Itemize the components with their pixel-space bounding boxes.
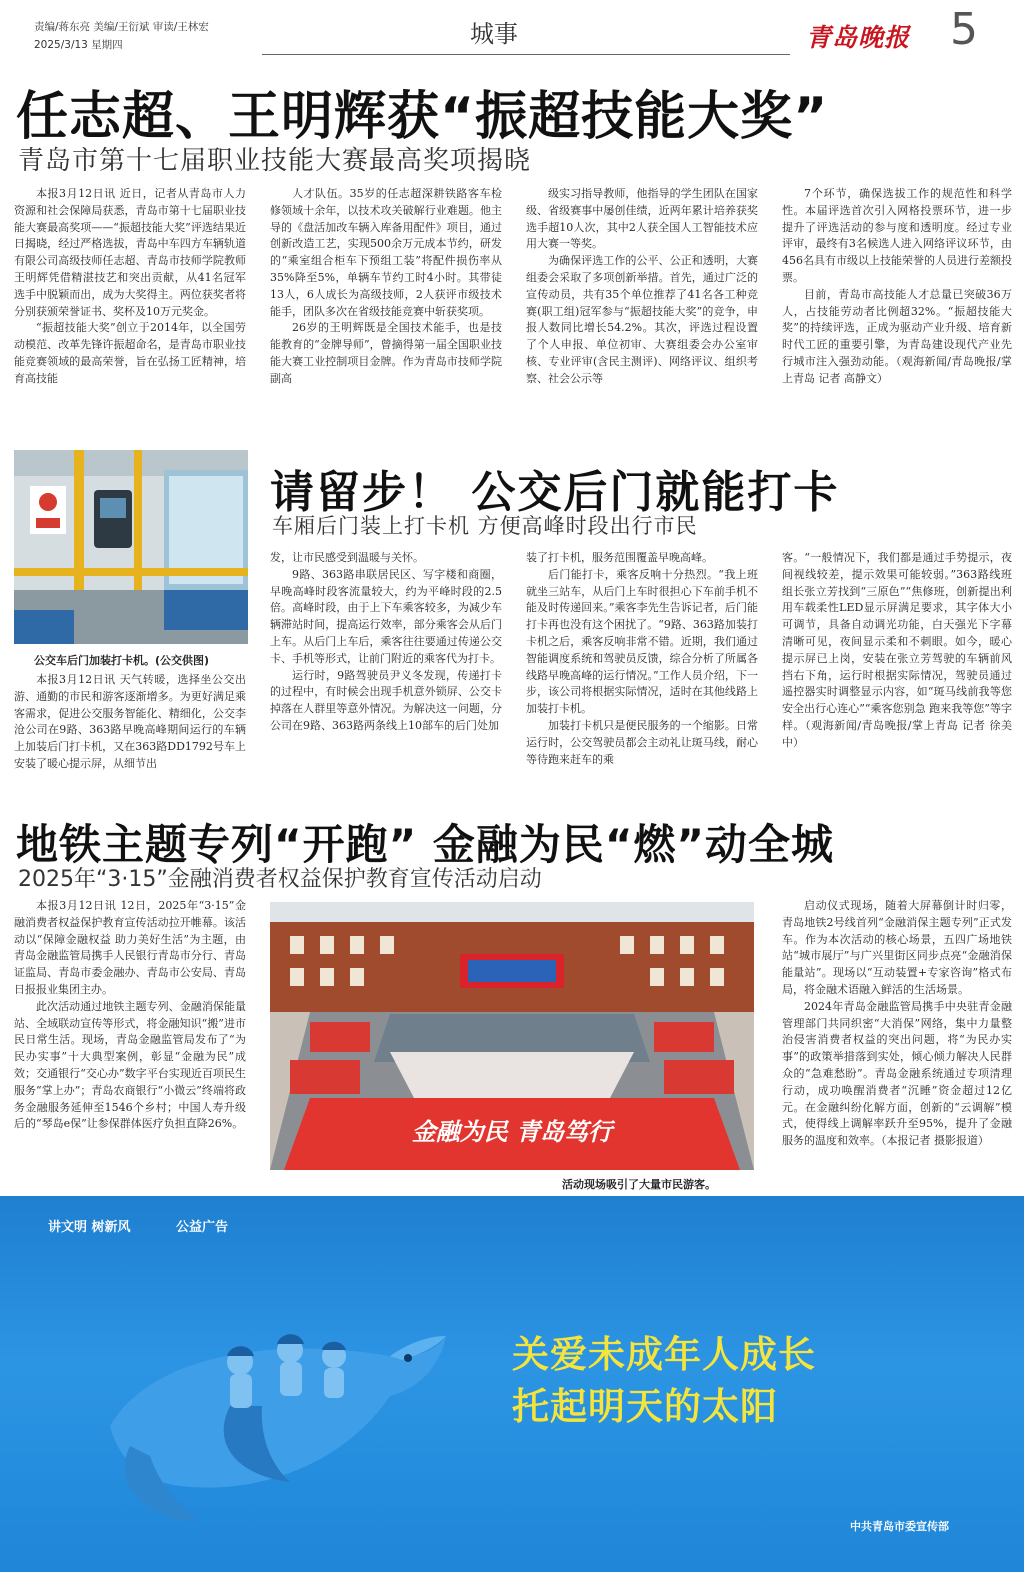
story1-column-1 [14, 186, 246, 434]
paragraph: 装了打卡机，服务范围覆盖早晚高峰。 [526, 551, 713, 564]
paragraph: 客。“一般情况下，我们都是通过手势提示，夜间视线较差，提示效果可能较弱。”363路线班组长张立芳找到“三原色”“焦修班，创新提出利用车载柔性LED显示屏满足要求，其字体大小可调节，具备自动调光功能，白天强光下字幕清晰可见，夜间显示柔和不刺眼。如今，暖心提示屏已上岗，安装在张立芳驾驶的车辆前风挡右下角，运行时根据实际情况，驾驶员通过遥控器实时调整显示内容，如“斑马线前我等您 安全出行心连心”“乘客您别急 跑来我等您”等字样。（观海新闻/青岛晚报/掌上青岛 记者 徐美中） [782, 551, 1012, 749]
paragraph: 26岁的王明辉既是全国技术能手，也是技能教育的“金牌导师”，曾摘得第一届全国职业技能大赛工业控制项目金牌。作为青岛市技师学院副高 [270, 321, 502, 385]
story2-column-4 [782, 550, 1012, 794]
story2-column-2 [270, 550, 502, 794]
story2-subhead: 车厢后门装上打卡机 方便高峰时段出行市民 [272, 514, 698, 538]
paragraph: 2024年青岛金融监管局携手中央驻青金融管理部门共同织密“大消保”网络，集中力量整治侵害消费者权益的突出问题，将“为民办实事”的政策举措落到实处，倾心倾力解决人民群众的“急难愁盼”。青岛金融系统通过专项清理行动，成功唤醒消费者“沉睡”资金超过12亿元。在金融纠纷化解方面，创新的“云调解”模式，使得线上调解率跃升至95%，提升了金融服务的温度和效率。（本报记者 摄影报道） [782, 999, 1012, 1148]
story1-column-4 [782, 186, 1012, 434]
paragraph: 发，让市民感受到温暖与关怀。 [270, 551, 424, 564]
story1-column-2 [270, 186, 502, 434]
paragraph: 运行时，9路驾驶员尹义冬发现，传递打卡的过程中，有时候会出现手机意外锁屏、公交卡掉落在人群里等意外情况。为解决这一问题，分公司在9路、363路两条线上10部车的后门处加 [270, 668, 502, 732]
story3-headline: 地铁主题专列“开跑” 金融为民“燃”动全城 [16, 820, 835, 869]
story1-subhead: 青岛市第十七届职业技能大赛最高奖项揭晓 [18, 146, 532, 176]
story2-column-3 [526, 550, 758, 794]
paragraph: 启动仪式现场，随着大屏幕倒计时归零，青岛地铁2号线首列“金融消保主题专列”正式发车。作为本次活动的核心场景，五四广场地铁站“城市展厅”与广兴里街区同步点亮“金融消保能量站”。现场以“互动装置+专家咨询”格式布局，将金融术语融入鲜活的生活场景。 [782, 899, 1012, 996]
paragraph: 为确保评选工作的公平、公正和透明，大赛组委会采取了多项创新举措。首先，通过广泛的宣传动员，共有35个单位推荐了41名各工种竞赛(职工组)冠军参与“振超技能大奖”的竞争，申报人数同比增长54.2%。其次，评选过程设置了个人申报、单位初审、大赛组委会办公室审核、专业评审(含民主测评)、网络评议、组织考察、社会公示等 [526, 254, 758, 385]
paragraph: 7个环节，确保选拔工作的规范性和科学性。本届评选首次引入网格投票环节，进一步提升了评选活动的参与度和透明度。经过专业评审，最终有3名候选人进入网络评议环节，由456名具有市级以上技能荣誉的人员进行差额投票。 [782, 187, 1012, 284]
paragraph: 人才队伍。35岁的任志超深耕铁路客车检修领域十余年，以技术攻关破解行业难题。他主导的《盘活加改车辆入库备用配件》项目，通过创新改造工艺，实现500余万元成本节约，研发的“乘室组合柜车下预组工装”将配件损伤率从35%降至5%，单辆车节约工时4小时。其带徒13人，6人成长为高级技师，2人获评市级技术能手，团队多次在省级技能竞赛中斩获奖项。 [270, 187, 502, 318]
editor-credits [34, 18, 209, 54]
event-scene-image [270, 902, 754, 1170]
paragraph: 目前，青岛市高技能人才总量已突破36万人，占技能劳动者比例超32%。“振超技能大奖”的持续评选，正成为驱动产业升级、培育新时代工匠的重要引擎，为青岛建设现代产业先行城市注入强劲动能。（观海新闻/青岛晚报/掌上青岛 记者 高静文） [782, 287, 1012, 385]
public-service-ad [0, 1196, 1024, 1572]
ad-slogan-line-2: 托起明天的太阳 [512, 1385, 778, 1428]
paragraph: “振超技能大奖”创立于2014年，以全国劳动模范、改革先锋许振超命名，是青岛市职业技能竞赛领域的最高荣誉，旨在弘扬工匠精神，培育高技能 [14, 321, 246, 385]
bus-interior-image [14, 450, 248, 644]
ad-sponsor: 中共青岛市委宣传部 [850, 1520, 949, 1533]
masthead [0, 0, 1024, 60]
story3-column-1 [14, 898, 246, 1188]
story2-column-1 [14, 672, 246, 794]
section-name: 城事 [470, 20, 518, 48]
story3-subhead: 2025年“3·15”金融消费者权益保护教育宣传活动启动 [18, 867, 542, 892]
bus-interior-photo [14, 450, 248, 644]
masthead-rule [262, 54, 790, 55]
paragraph: 本报3月12日讯 近日，记者从青岛市人力资源和社会保障局获悉，青岛市第十七届职业技能大赛最高奖项——“振超技能大奖”评选结果近日揭晓，经过严格选拔，青岛中车四方车辆轨道有限公司高级技师任志超、青岛市技师学院教师王明辉凭借精湛技艺和突出贡献，从41名冠军选手中脱颖而出，成为大奖得主。两位获奖者将分别获颁荣誉证书、奖杯及10万元奖金。 [14, 187, 246, 318]
story3-column-2 [782, 898, 1012, 1188]
paragraph: 加装打卡机只是便民服务的一个缩影。日常运行时，公交驾驶员都会主动礼让斑马线，耐心等待跑来赶车的乘 [526, 718, 758, 766]
bus-photo-caption: 公交车后门加装打卡机。(公交供图) [34, 654, 210, 667]
paragraph: 后门能打卡，乘客反响十分热烈。“我上班就坐三站车，从后门上车时很担心下车前手机不能及时传递回来。”乘客李先生告诉记者，后门能打卡再也没有这个困扰了。“9路、363路加装打卡机之后，乘客反响非常不错。近期，我们通过智能调度系统和驾驶员反馈，综合分析了所属各线路早晚高峰的运行情况。”工作人员介绍，下一步，该公司将根据实际情况，适时在其他线路上加装打卡机。 [526, 567, 758, 716]
event-photo [270, 902, 754, 1170]
event-banner-text: 金融为民 青岛笃行 [411, 1118, 613, 1146]
ad-slogan-line-1: 关爱未成年人成长 [512, 1333, 816, 1376]
story1-column-3 [526, 186, 758, 434]
event-photo-caption: 活动现场吸引了大量市民游客。 [562, 1178, 716, 1191]
paragraph: 本报3月12日讯 12日，2025年“3·15”金融消费者权益保护教育宣传活动拉开帷幕。该活动以“保障金融权益 助力美好生活”为主题，由青岛金融监管局携手人民银行青岛市分行、青岛证监局、青岛市委金融办、青岛市公安局、青岛日报报业集团主办。 [14, 899, 246, 996]
story1-headline: 任志超、王明辉获“振超技能大奖” [16, 87, 829, 147]
paragraph: 级实习指导教师，他指导的学生团队在国家级、省级赛事中屡创佳绩，近两年累计培养获奖选手超10人次，其中2人获全国人工智能技术应用大赛一等奖。 [526, 187, 758, 251]
ad-tag-public-welfare: 公益广告 [176, 1220, 229, 1235]
paragraph: 此次活动通过地铁主题专列、金融消保能量站、全域联动宣传等形式，将金融知识“搬”进市民日常生活。现场，青岛金融监管局发布了“为民办实事”十大典型案例，彰显“金融为民”成效；交通银行“交心办”数字平台实现近百项民生服务“掌上办”；青岛农商银行“小微云”终端将政务金融服务延伸至1546个乡村；中国人寿升级后的“琴岛e保”让参保群体医疗负担直降26%。 [14, 999, 246, 1131]
paragraph: 9路、363路串联居民区、写字楼和商圈，早晚高峰时段客流量较大，约为平峰时段的2.5倍。高峰时段，由于上下车乘客较多，为减少车辆滞站时间，提高运行效率，部分乘客会从后门上车。从后门上车后，乘客往往要通过传递公交卡、手机等形式，让前门附近的乘客代为打卡。 [270, 567, 502, 665]
newspaper-logo: 青岛晚报 [806, 23, 911, 52]
bird-with-children-illustration [90, 1296, 450, 1526]
story2-headline: 请留步！ 公交后门就能打卡 [270, 467, 840, 518]
paragraph: 本报3月12日讯 天气转暖，选择坐公交出游、通勤的市民和游客逐渐增多。为更好满足乘客需求，促进公交服务智能化、精细化，公交李沧公司在9路、363路早晚高峰期间运行的车辆上加装后门打卡机，又在363路DD1792号车上安装了暖心提示屏，从细节出 [14, 673, 246, 770]
page-number: 5 [950, 4, 978, 55]
date-line: 2025/3/13 星期四 [34, 39, 123, 51]
ad-tag-civility: 讲文明 树新风 [48, 1220, 131, 1235]
credits-line: 责编/蒋东亮 美编/王衍斌 审读/王林宏 [34, 21, 209, 33]
